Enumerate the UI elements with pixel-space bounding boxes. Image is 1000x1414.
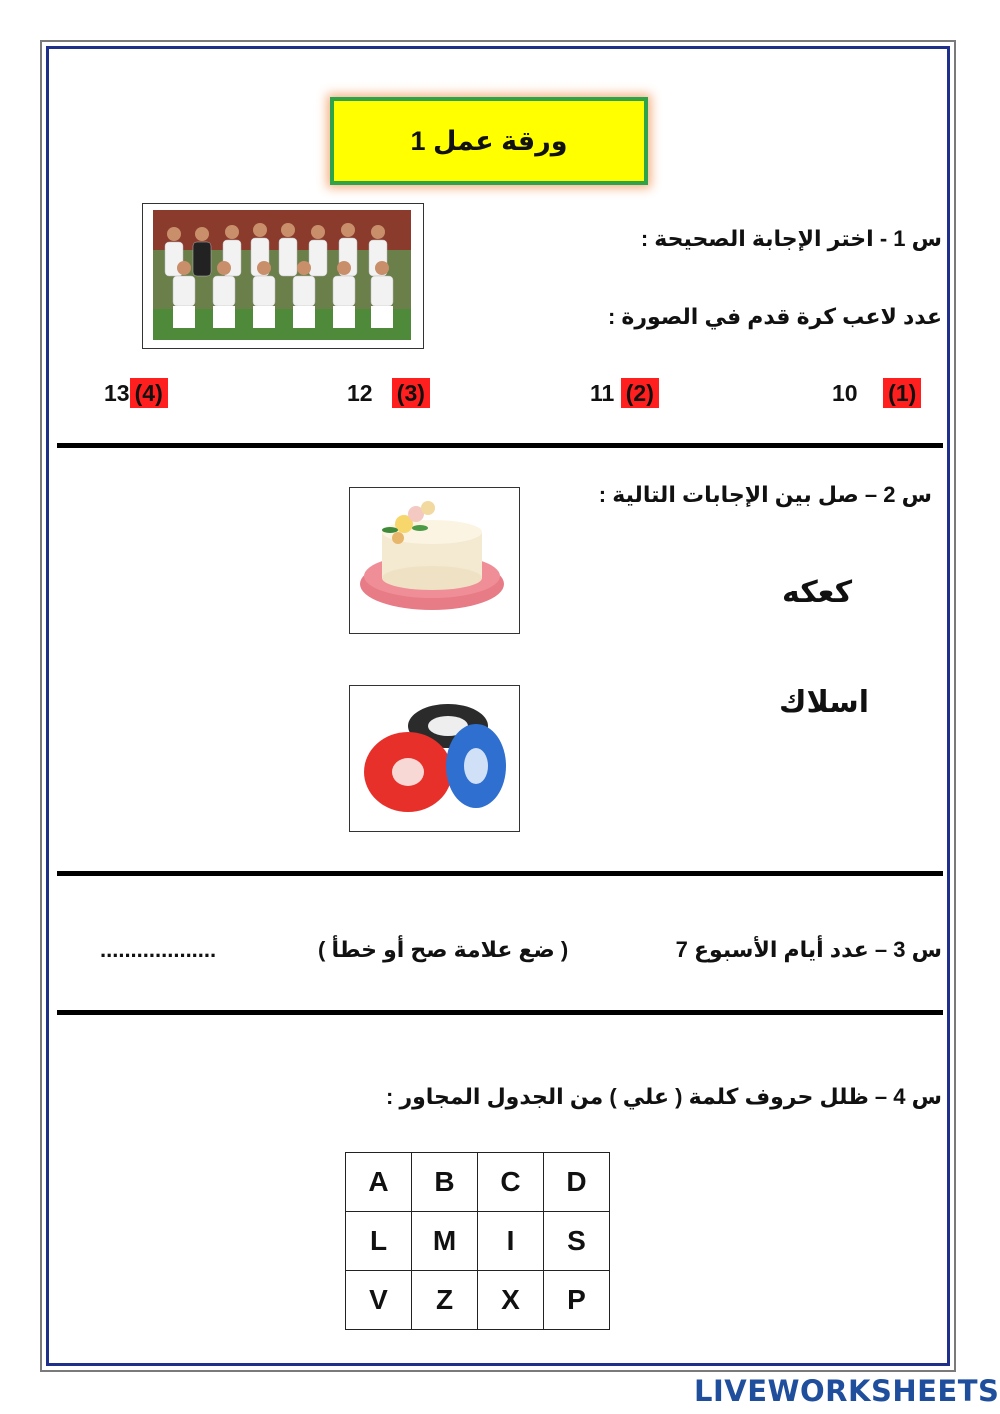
q1-option-4-value: 13	[104, 380, 130, 406]
q1-question: عدد لاعب كرة قدم في الصورة :	[607, 304, 942, 329]
football-team-icon	[143, 204, 422, 347]
grid-cell[interactable]: X	[478, 1271, 544, 1330]
cake-icon	[350, 488, 518, 632]
grid-cell[interactable]: Z	[412, 1271, 478, 1330]
liveworksheets-logo	[690, 1374, 1000, 1408]
q2-word-cake[interactable]: كعكه	[782, 576, 853, 609]
q4-prompt: س 4 – ظلل حروف كلمة ( علي ) من الجدول المجاور :	[386, 1084, 942, 1109]
q1-option-4-label: (4)	[130, 378, 168, 408]
grid-cell[interactable]: C	[478, 1153, 544, 1212]
q1-option-2[interactable]	[590, 380, 659, 407]
wire-coils-icon	[350, 686, 518, 830]
q1-option-3-label: (3)	[392, 378, 430, 408]
q3-answer-blank[interactable]: ...................	[100, 937, 217, 962]
grid-cell[interactable]: I	[478, 1212, 544, 1271]
football-team-photo	[142, 203, 424, 349]
letter-grid-row	[346, 1271, 610, 1330]
letter-grid-row	[346, 1153, 610, 1212]
grid-cell[interactable]: P	[544, 1271, 610, 1330]
q1-option-1-label: (1)	[883, 378, 921, 408]
q1-option-1[interactable]	[832, 380, 921, 407]
q1-option-3[interactable]	[347, 380, 430, 407]
grid-cell[interactable]: V	[346, 1271, 412, 1330]
worksheet-title	[330, 97, 648, 185]
letter-grid	[345, 1152, 610, 1330]
letter-grid-row	[346, 1212, 610, 1271]
worksheet-title-text: ورقة عمل 1	[410, 125, 568, 156]
q1-prompt: س 1 - اختر الإجابة الصحيحة :	[640, 226, 942, 251]
wires-photo[interactable]	[349, 685, 520, 832]
q2-prompt: س 2 – صل بين الإجابات التالية :	[598, 482, 932, 507]
grid-cell[interactable]: L	[346, 1212, 412, 1271]
grid-cell[interactable]: A	[346, 1153, 412, 1212]
grid-cell[interactable]: D	[544, 1153, 610, 1212]
grid-cell[interactable]: S	[544, 1212, 610, 1271]
divider-1	[57, 443, 943, 448]
q1-option-2-value: 11	[590, 380, 615, 406]
q1-option-1-value: 10	[832, 380, 858, 406]
divider-2	[57, 871, 943, 876]
q2-word-wires[interactable]: اسلاك	[779, 686, 870, 719]
grid-cell[interactable]: M	[412, 1212, 478, 1271]
divider-3	[57, 1010, 943, 1015]
grid-cell[interactable]: B	[412, 1153, 478, 1212]
liveworksheets-logo-text: LIVEWORKSHEETS	[694, 1374, 1000, 1408]
q3-statement: س 3 – عدد أيام الأسبوع 7	[675, 937, 942, 962]
q3-instruction: ( ضع علامة صح أو خطأ )	[318, 937, 569, 962]
cake-photo[interactable]	[349, 487, 520, 634]
q1-option-3-value: 12	[347, 380, 373, 406]
q1-option-2-label: (2)	[621, 378, 659, 408]
q1-option-4[interactable]	[104, 380, 168, 407]
